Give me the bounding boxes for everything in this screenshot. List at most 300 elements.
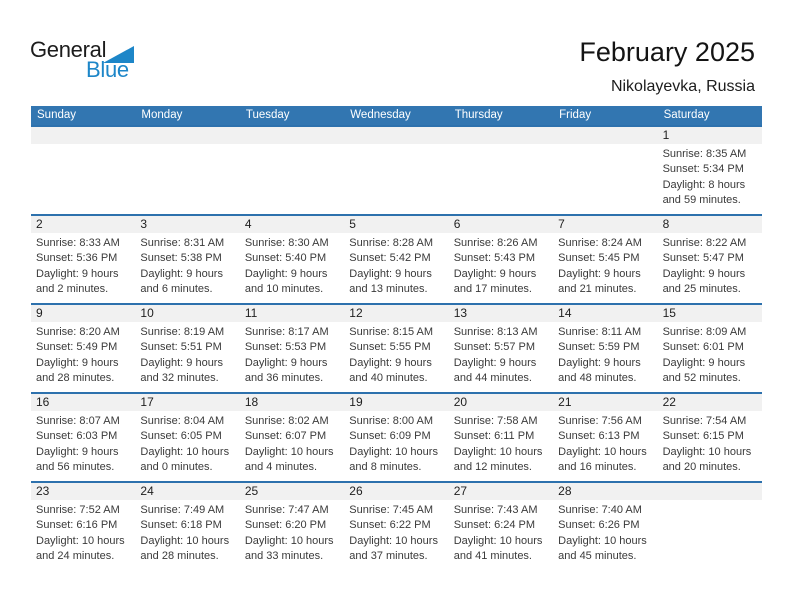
- daylight-minutes-text-label: and: [244, 461, 264, 474]
- daylight-text: [454, 267, 550, 282]
- day-cell-4: [240, 216, 344, 303]
- daylight-text: [140, 267, 236, 282]
- sunset-text-value: 5:57 PM: [494, 341, 536, 354]
- sunrise-text-label: Sunrise:: [662, 326, 703, 338]
- daylight-minutes-text-value: 6 minutes.: [161, 283, 213, 296]
- daylight-minutes-text-label: and: [140, 372, 159, 385]
- daylight-text-label: Daylight:: [349, 445, 393, 458]
- daylight-minutes-text-label: and: [140, 283, 159, 296]
- sunset-text: [558, 340, 654, 355]
- daylight-minutes-text-label: and: [558, 461, 577, 474]
- daylight-text-label: Daylight:: [558, 267, 601, 280]
- daylight-text-label: Daylight:: [662, 267, 706, 280]
- sunrise-text-value: 8:09 AM: [705, 326, 747, 338]
- sunset-text: [349, 251, 445, 266]
- sunrise-text: [349, 503, 445, 518]
- day-number: 15: [662, 306, 676, 320]
- sunrise-text-value: 8:22 AM: [705, 237, 747, 249]
- sunrise-text-label: Sunrise:: [36, 326, 77, 338]
- day-number: 25: [244, 484, 259, 498]
- daylight-minutes-text-value: 45 minutes.: [579, 550, 637, 563]
- sunset-text-value: 5:51 PM: [180, 341, 222, 354]
- sunrise-text: [140, 325, 236, 340]
- weekday-header-row: [31, 106, 762, 125]
- day-details: [558, 322, 654, 387]
- day-cell-2: [31, 216, 135, 303]
- daylight-minutes-text-label: and: [36, 372, 55, 385]
- sunrise-text: [349, 414, 445, 429]
- empty-day-cell: [31, 127, 135, 214]
- sunrise-text-label: Sunrise:: [453, 415, 495, 427]
- daylight-minutes-text-label: and: [662, 372, 681, 385]
- sunrise-text-value: 7:49 AM: [183, 504, 225, 516]
- daylight-minutes-text-value: 41 minutes.: [475, 550, 532, 563]
- daylight-minutes-text-value: 8 minutes.: [370, 461, 422, 474]
- daylight-text-value: 9 hours: [290, 356, 328, 369]
- sunrise-text-value: 7:54 AM: [705, 415, 747, 427]
- sunrise-text-value: 8:15 AM: [392, 326, 434, 338]
- daylight-text: [245, 445, 341, 460]
- sunrise-text-label: Sunrise:: [349, 504, 390, 516]
- daylight-text-value: 9 hours: [604, 356, 641, 369]
- sunset-text: [454, 340, 550, 355]
- sunrise-text-label: Sunrise:: [349, 237, 390, 249]
- daylight-text-label: Daylight:: [453, 356, 497, 369]
- sunrise-text: [558, 325, 654, 340]
- sunset-text-label: Sunset:: [349, 519, 387, 532]
- day-cell-27: [449, 483, 553, 570]
- day-cell-17: [135, 394, 239, 481]
- week-row: [31, 392, 762, 481]
- sunset-text-label: Sunset:: [662, 430, 700, 443]
- daylight-minutes-text-label: and: [349, 461, 368, 474]
- day-cell-5: [344, 216, 448, 303]
- sunset-text-label: Sunset:: [349, 430, 387, 443]
- daylight-minutes-text: [349, 460, 445, 475]
- sunrise-text-value: 8:04 AM: [183, 415, 225, 427]
- daylight-text-value: 9 hours: [604, 267, 641, 280]
- sunrise-text: [36, 503, 132, 518]
- daylight-text-label: Daylight:: [453, 534, 497, 547]
- day-details: [558, 233, 654, 298]
- sunrise-text: [558, 414, 654, 429]
- sunset-text: [140, 429, 236, 444]
- daylight-text-label: Daylight:: [36, 356, 79, 369]
- general-blue-logo: [30, 37, 160, 92]
- daylight-minutes-text-value: 36 minutes.: [266, 372, 324, 385]
- daylight-minutes-text-value: 12 minutes.: [475, 461, 532, 474]
- daylight-text: [140, 445, 236, 460]
- sunrise-text-value: 8:30 AM: [288, 237, 329, 249]
- sunset-text-value: 5:40 PM: [285, 252, 327, 265]
- daylight-minutes-text: [36, 549, 132, 564]
- daylight-text-label: Daylight:: [140, 356, 184, 369]
- sunset-text: [245, 340, 341, 355]
- daylight-text-value: 10 hours: [499, 534, 543, 547]
- sunrise-text: [36, 325, 132, 340]
- day-cell-21: [553, 394, 657, 481]
- sunset-text-value: 6:05 PM: [180, 430, 222, 443]
- sunrise-text: [454, 414, 550, 429]
- daylight-minutes-text: [663, 460, 759, 475]
- sunrise-text-value: 8:26 AM: [497, 237, 538, 249]
- empty-day-cell: [553, 127, 657, 214]
- day-number: 9: [36, 306, 43, 320]
- daylight-text: [663, 445, 759, 460]
- sunrise-text: [454, 503, 550, 518]
- day-details: [454, 411, 550, 476]
- daylight-text-value: 10 hours: [290, 534, 334, 547]
- daylight-minutes-text-value: 28 minutes.: [57, 372, 115, 385]
- weekday-header-monday: Monday: [141, 109, 183, 121]
- daylight-minutes-text-label: and: [662, 283, 681, 296]
- day-number: 4: [244, 217, 252, 231]
- daylight-minutes-text: [140, 282, 236, 297]
- weekday-header-wednesday: Wednesday: [350, 109, 411, 121]
- day-details: [245, 233, 341, 298]
- daylight-minutes-text: [245, 282, 341, 297]
- daylight-minutes-text-value: 56 minutes.: [57, 461, 115, 474]
- daylight-text-value: 9 hours: [708, 267, 746, 280]
- daylight-minutes-text-value: 24 minutes.: [57, 550, 115, 563]
- daylight-minutes-text-value: 10 minutes.: [266, 283, 324, 296]
- day-cell-16: [31, 394, 135, 481]
- daylight-text-label: Daylight:: [244, 534, 288, 547]
- sunset-text-label: Sunset:: [140, 430, 178, 443]
- daylight-text-value: 9 hours: [395, 356, 432, 369]
- sunrise-text-value: 7:40 AM: [601, 504, 642, 516]
- daylight-text: [663, 356, 759, 371]
- daylight-text: [349, 445, 445, 460]
- day-cell-19: [344, 394, 448, 481]
- day-cell-1: [658, 127, 762, 214]
- sunrise-text-label: Sunrise:: [36, 237, 77, 249]
- sunrise-text-value: 8:31 AM: [183, 237, 225, 249]
- sunset-text-value: 6:15 PM: [702, 430, 744, 443]
- sunset-text: [454, 429, 550, 444]
- sunset-text-label: Sunset:: [36, 341, 74, 354]
- sunset-text-label: Sunset:: [140, 519, 178, 532]
- day-cell-12: [344, 305, 448, 392]
- day-number: 19: [349, 395, 363, 409]
- daylight-text-value: 10 hours: [395, 445, 438, 458]
- daylight-text: [349, 267, 445, 282]
- daylight-text-value: 9 hours: [186, 267, 223, 280]
- daylight-minutes-text: [454, 282, 550, 297]
- sunset-text-label: Sunset:: [558, 341, 596, 354]
- daylight-text-value: 10 hours: [186, 534, 230, 547]
- sunrise-text: [454, 325, 550, 340]
- sunset-text-value: 5:43 PM: [494, 252, 536, 265]
- daylight-text-value: 9 hours: [290, 267, 328, 280]
- daylight-text-value: 9 hours: [81, 356, 119, 369]
- sunrise-text-label: Sunrise:: [558, 326, 599, 338]
- daylight-minutes-text-label: and: [140, 550, 159, 563]
- daylight-text: [140, 534, 236, 549]
- sunset-text-label: Sunset:: [558, 252, 596, 265]
- day-cell-26: [344, 483, 448, 570]
- sunset-text: [245, 518, 341, 533]
- day-number: 8: [662, 217, 670, 231]
- weekday-header-friday: Friday: [559, 109, 592, 121]
- daylight-text-value: 10 hours: [290, 445, 334, 458]
- sunrise-text-value: 7:43 AM: [497, 504, 538, 516]
- sunset-text-value: 6:11 PM: [494, 430, 535, 443]
- daylight-text-value: 10 hours: [395, 534, 438, 547]
- sunrise-text-value: 8:20 AM: [79, 326, 120, 338]
- daylight-minutes-text-label: and: [349, 283, 368, 296]
- daylight-minutes-text: [663, 371, 759, 386]
- sunset-text: [558, 429, 654, 444]
- daylight-minutes-text-value: 44 minutes.: [475, 372, 532, 385]
- sunset-text-value: 6:18 PM: [180, 519, 222, 532]
- sunrise-text-value: 7:52 AM: [79, 504, 120, 516]
- daylight-minutes-text-label: and: [453, 283, 473, 296]
- daylight-minutes-text-label: and: [662, 461, 681, 474]
- sunrise-text: [140, 414, 236, 429]
- sunset-text-label: Sunset:: [244, 252, 283, 265]
- sunset-text-value: 5:36 PM: [76, 252, 118, 265]
- daylight-text-value: 10 hours: [499, 445, 543, 458]
- day-cell-15: [658, 305, 762, 392]
- sunset-text-label: Sunset:: [244, 341, 283, 354]
- sunrise-text: [140, 503, 236, 518]
- sunset-text-value: 6:22 PM: [389, 519, 431, 532]
- sunset-text: [140, 518, 236, 533]
- empty-day-cell: [658, 483, 762, 570]
- daylight-text: [558, 267, 654, 282]
- sunrise-text-label: Sunrise:: [662, 237, 703, 249]
- day-cell-3: [135, 216, 239, 303]
- day-cell-10: [135, 305, 239, 392]
- sunset-text-value: 5:59 PM: [598, 341, 640, 354]
- day-details: [349, 233, 445, 298]
- daylight-text: [663, 267, 759, 282]
- day-cell-28: [553, 483, 657, 570]
- daylight-text-value: 10 hours: [604, 534, 647, 547]
- daylight-minutes-text-label: and: [662, 194, 681, 207]
- sunrise-text-label: Sunrise:: [558, 504, 599, 516]
- daylight-text-label: Daylight:: [36, 445, 79, 458]
- daylight-text-value: 8 hours: [708, 178, 746, 191]
- daylight-text-value: 9 hours: [81, 267, 119, 280]
- daylight-text: [454, 356, 550, 371]
- daylight-minutes-text-value: 13 minutes.: [370, 283, 428, 296]
- day-cell-6: [449, 216, 553, 303]
- sunset-text-label: Sunset:: [349, 341, 387, 354]
- sunrise-text-label: Sunrise:: [244, 415, 286, 427]
- week-row: [31, 481, 762, 570]
- daylight-minutes-text: [454, 549, 550, 564]
- day-details: [36, 411, 132, 476]
- day-details: [454, 233, 550, 298]
- week-row: [31, 214, 762, 303]
- daylight-text-label: Daylight:: [349, 356, 393, 369]
- day-cell-7: [553, 216, 657, 303]
- daylight-text-label: Daylight:: [140, 445, 184, 458]
- week-cells: [31, 216, 762, 303]
- week-cells: [31, 394, 762, 481]
- sunset-text-value: 6:07 PM: [285, 430, 327, 443]
- day-number: 10: [140, 306, 154, 320]
- daylight-minutes-text-label: and: [453, 372, 473, 385]
- day-cell-25: [240, 483, 344, 570]
- sunrise-text-label: Sunrise:: [349, 326, 390, 338]
- sunrise-text-label: Sunrise:: [244, 504, 286, 516]
- sunset-text-value: 6:03 PM: [76, 430, 118, 443]
- sunset-text-label: Sunset:: [36, 252, 74, 265]
- day-number: 27: [453, 484, 468, 498]
- sunrise-text-value: 8:28 AM: [392, 237, 434, 249]
- sunset-text-value: 6:13 PM: [598, 430, 640, 443]
- day-details: [349, 322, 445, 387]
- sunset-text: [558, 251, 654, 266]
- day-number: 14: [558, 306, 572, 320]
- sunset-text-value: 5:55 PM: [389, 341, 431, 354]
- daylight-minutes-text-value: 25 minutes.: [683, 283, 741, 296]
- day-number: 21: [558, 395, 572, 409]
- daylight-text: [245, 534, 341, 549]
- daylight-minutes-text-value: 52 minutes.: [683, 372, 741, 385]
- day-number: 18: [244, 395, 259, 409]
- day-cell-8: [658, 216, 762, 303]
- daylight-minutes-text-label: and: [349, 550, 368, 563]
- sunset-text-value: 6:20 PM: [285, 519, 327, 532]
- sunset-text: [349, 429, 445, 444]
- sunrise-text: [558, 236, 654, 251]
- daylight-minutes-text-label: and: [140, 461, 159, 474]
- daylight-text-value: 9 hours: [499, 356, 537, 369]
- sunrise-text: [140, 236, 236, 251]
- week-row: [31, 125, 762, 214]
- sunset-text-value: 5:53 PM: [285, 341, 327, 354]
- sunrise-text: [663, 325, 759, 340]
- location-subtitle: Nikolayevka, Russia: [610, 78, 755, 95]
- sunrise-text-value: 7:58 AM: [497, 415, 538, 427]
- daylight-minutes-text-label: and: [558, 550, 577, 563]
- daylight-minutes-text: [349, 549, 445, 564]
- daylight-minutes-text: [663, 282, 759, 297]
- daylight-text-label: Daylight:: [244, 356, 288, 369]
- day-number: 3: [140, 217, 148, 231]
- day-number: 11: [244, 306, 258, 320]
- daylight-text: [454, 534, 550, 549]
- day-details: [663, 233, 759, 298]
- sunrise-text-value: 7:56 AM: [601, 415, 642, 427]
- daylight-minutes-text: [36, 282, 132, 297]
- daylight-minutes-text-label: and: [349, 372, 368, 385]
- day-details: [36, 322, 132, 387]
- day-number: 20: [453, 395, 468, 409]
- daylight-minutes-text: [349, 282, 445, 297]
- day-number: 22: [662, 395, 676, 409]
- calendar-table: [31, 106, 762, 570]
- sunset-text-value: 6:16 PM: [76, 519, 118, 532]
- daylight-text-label: Daylight:: [349, 534, 393, 547]
- sunrise-text: [349, 325, 445, 340]
- sunset-text-label: Sunset:: [140, 252, 178, 265]
- sunset-text-value: 5:45 PM: [598, 252, 640, 265]
- daylight-text: [558, 445, 654, 460]
- sunrise-text: [36, 236, 132, 251]
- calendar-grid: [31, 125, 762, 570]
- sunrise-text-label: Sunrise:: [453, 326, 495, 338]
- daylight-minutes-text-value: 37 minutes.: [370, 550, 428, 563]
- day-details: [558, 411, 654, 476]
- daylight-minutes-text-label: and: [453, 550, 473, 563]
- day-number: 6: [453, 217, 461, 231]
- sunset-text: [663, 429, 759, 444]
- daylight-text-label: Daylight:: [140, 534, 184, 547]
- page-title: February 2025: [579, 37, 755, 67]
- sunset-text: [558, 518, 654, 533]
- day-number: 28: [558, 484, 572, 498]
- sunset-text-label: Sunset:: [244, 430, 283, 443]
- daylight-minutes-text-value: 28 minutes.: [161, 550, 219, 563]
- sunrise-text-label: Sunrise:: [36, 504, 77, 516]
- day-number: 2: [36, 217, 43, 231]
- sunrise-text-value: 8:24 AM: [601, 237, 642, 249]
- day-number: 17: [140, 395, 154, 409]
- sunrise-text-label: Sunrise:: [140, 415, 181, 427]
- sunrise-text-value: 8:02 AM: [288, 415, 329, 427]
- day-details: [245, 500, 341, 565]
- daylight-minutes-text-label: and: [244, 283, 264, 296]
- daylight-minutes-text: [454, 371, 550, 386]
- day-details: [140, 322, 236, 387]
- daylight-text: [558, 534, 654, 549]
- daylight-text: [349, 356, 445, 371]
- sunrise-text: [36, 414, 132, 429]
- daylight-text-label: Daylight:: [662, 445, 706, 458]
- sunset-text-label: Sunset:: [36, 430, 74, 443]
- day-cell-9: [31, 305, 135, 392]
- daylight-minutes-text: [558, 371, 654, 386]
- daylight-minutes-text: [454, 460, 550, 475]
- day-cell-13: [449, 305, 553, 392]
- sunset-text-label: Sunset:: [558, 430, 596, 443]
- daylight-minutes-text-label: and: [36, 283, 55, 296]
- day-details: [245, 322, 341, 387]
- sunset-text: [663, 251, 759, 266]
- day-details: [349, 500, 445, 565]
- daylight-text-value: 9 hours: [499, 267, 537, 280]
- sunset-text-value: 6:24 PM: [494, 519, 536, 532]
- daylight-minutes-text-value: 16 minutes.: [579, 461, 637, 474]
- sunset-text-label: Sunset:: [140, 341, 178, 354]
- sunset-text: [349, 518, 445, 533]
- daylight-text-label: Daylight:: [36, 267, 79, 280]
- weekday-header-sunday: Sunday: [37, 109, 77, 121]
- sunset-text-label: Sunset:: [36, 519, 74, 532]
- sunrise-text-value: 8:00 AM: [392, 415, 434, 427]
- sunrise-text-value: 8:33 AM: [79, 237, 120, 249]
- sunset-text-label: Sunset:: [244, 519, 283, 532]
- sunrise-text: [245, 325, 341, 340]
- sunset-text-value: 5:42 PM: [389, 252, 431, 265]
- day-number: 26: [349, 484, 363, 498]
- daylight-minutes-text-value: 17 minutes.: [475, 283, 532, 296]
- sunrise-text-value: 7:47 AM: [288, 504, 329, 516]
- sunset-text-value: 5:49 PM: [76, 341, 118, 354]
- empty-day-cell: [135, 127, 239, 214]
- sunrise-text-label: Sunrise:: [244, 237, 286, 249]
- daylight-minutes-text-value: 40 minutes.: [370, 372, 428, 385]
- sunrise-text: [663, 147, 759, 162]
- daylight-text: [349, 534, 445, 549]
- sunset-text: [245, 251, 341, 266]
- daylight-minutes-text: [558, 549, 654, 564]
